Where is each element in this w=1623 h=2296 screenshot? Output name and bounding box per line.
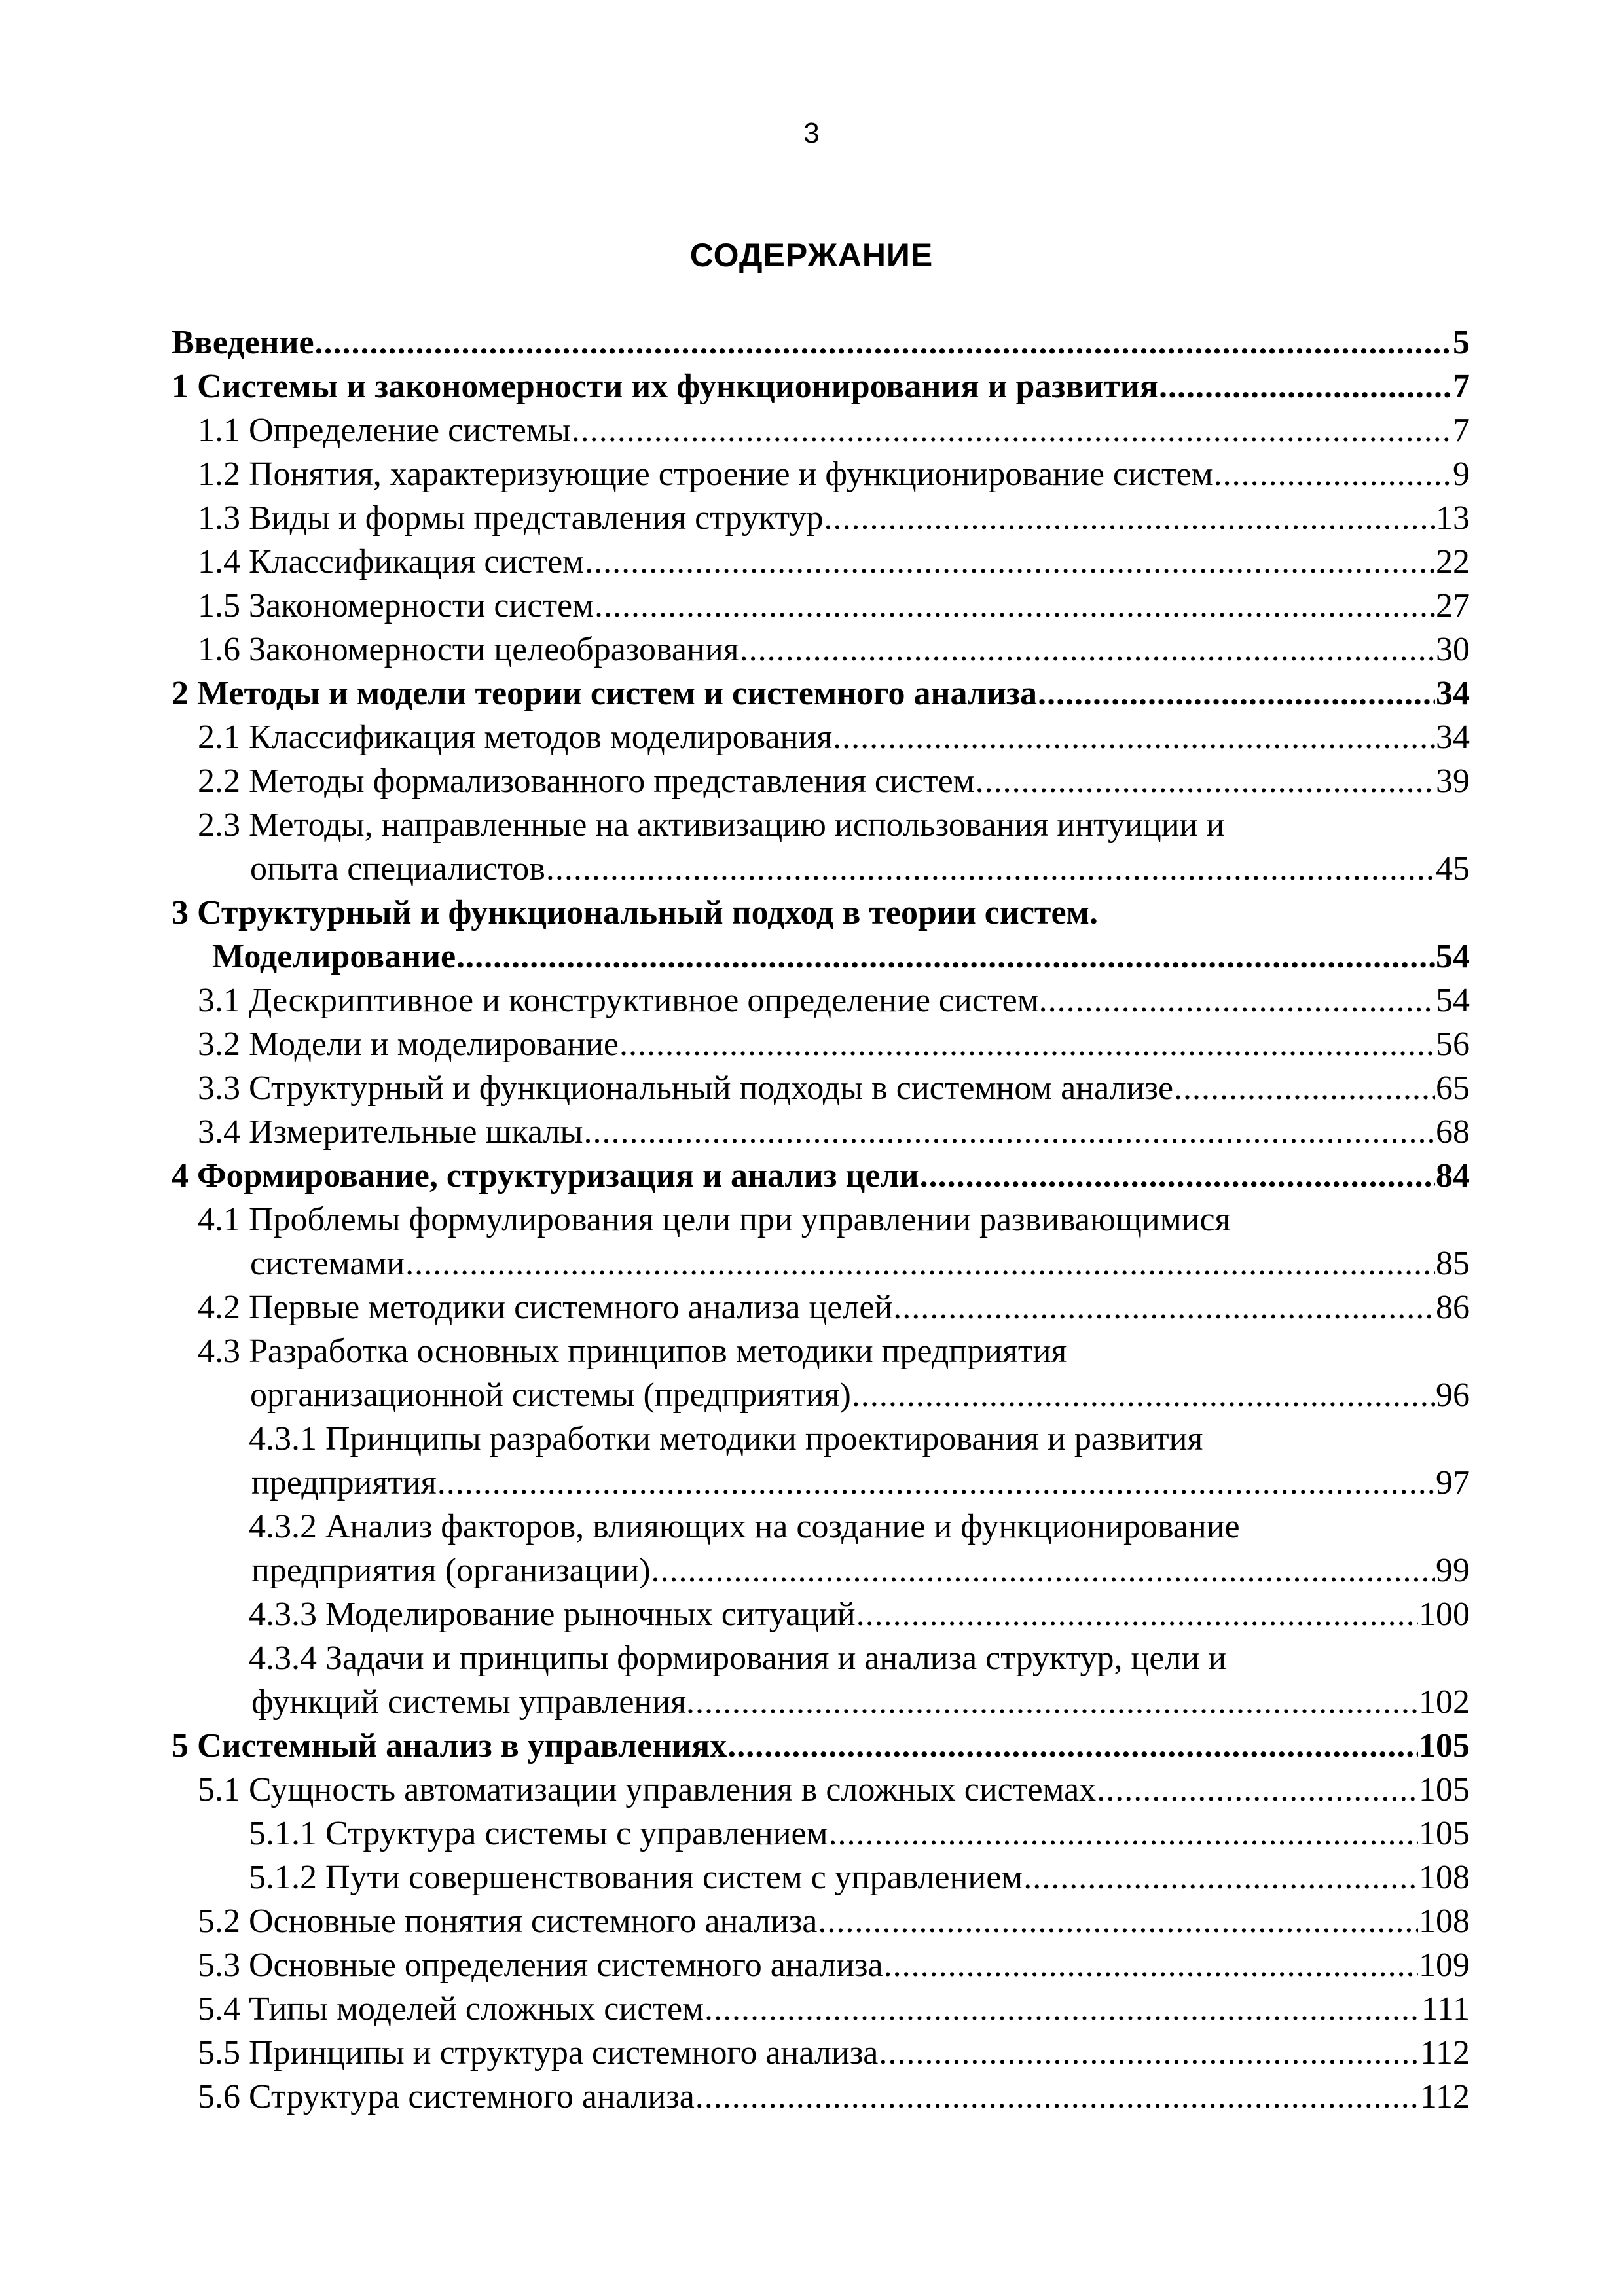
toc-entry-title: организационной системы (предприятия)	[250, 1376, 851, 1414]
toc-entry-title: 5.1.1 Структура системы с управлением	[249, 1815, 828, 1852]
toc-entry-title: системами	[250, 1245, 405, 1282]
toc-entry[interactable]	[172, 1899, 1470, 1943]
toc-entry-title: Введение	[172, 324, 314, 361]
dot-leader	[1048, 978, 1435, 1022]
toc-entry[interactable]	[172, 1329, 1470, 1417]
toc-entry[interactable]	[172, 628, 1470, 672]
toc-entry-title: предприятия	[251, 1464, 437, 1501]
toc-entry-title: 1 Системы и закономерности их функционирования и развития	[172, 368, 1158, 405]
toc-entry-title: Моделирование	[212, 938, 456, 975]
dot-leader	[879, 2031, 1419, 2075]
toc-entry-title: 5.6 Структура системного анализа	[198, 2078, 695, 2115]
toc-page-number: 7	[1453, 368, 1470, 405]
toc-entry-title: опыта специалистов	[250, 850, 545, 888]
dot-leader	[594, 584, 1435, 628]
toc-entry[interactable]	[172, 1987, 1470, 2031]
toc-entry-title: 5.3 Основные определения системного анализа	[198, 1946, 883, 1984]
toc-entry-title: 5.4 Типы моделей сложных систем	[198, 1990, 704, 2028]
toc-page-number: 96	[1436, 1376, 1470, 1414]
dot-leader	[585, 540, 1435, 584]
toc-entry-title: 4.1 Проблемы формулирования цели при управлении развивающимися	[198, 1201, 1231, 1238]
toc-entry-title: 2 Методы и модели теории систем и системного анализа	[172, 675, 1037, 712]
toc-entry-title: 4.3 Разработка основных принципов методики предприятия	[198, 1333, 1067, 1370]
toc-entry[interactable]	[172, 1812, 1470, 1856]
toc-page-number: 13	[1436, 499, 1470, 537]
toc-page-number: 45	[1436, 850, 1470, 888]
dot-leader	[572, 408, 1452, 452]
toc-entry-title: 3.4 Измерительные шкалы	[198, 1113, 583, 1151]
toc-entry[interactable]	[172, 803, 1470, 891]
toc-entry[interactable]	[172, 584, 1470, 628]
toc-entry-title: 5.5 Принципы и структура системного анализа	[198, 2034, 879, 2072]
dot-leader	[1023, 1856, 1418, 1899]
table-of-contents	[172, 321, 1470, 2119]
dot-leader	[856, 1592, 1418, 1636]
toc-entry-title: функций системы управления.	[251, 1683, 695, 1721]
page-title: СОДЕРЖАНИЕ	[689, 237, 934, 274]
dot-leader	[833, 715, 1435, 759]
toc-entry-title: 4.3.2 Анализ факторов, влияющих на создание и функционирование	[249, 1508, 1240, 1545]
toc-entry-title: 4.3.3 Моделирование рыночных ситуаций	[249, 1596, 856, 1633]
dot-leader	[695, 1680, 1418, 1724]
toc-entry[interactable]	[172, 1066, 1470, 1110]
toc-entry[interactable]	[172, 321, 1470, 365]
toc-page-number: 105	[1419, 1727, 1470, 1765]
toc-page-number: 99	[1436, 1552, 1470, 1589]
dot-leader	[695, 2075, 1419, 2119]
toc-entry[interactable]	[172, 1505, 1470, 1592]
dot-leader	[315, 321, 1452, 365]
dot-leader	[893, 1285, 1435, 1329]
dot-leader	[884, 1943, 1418, 1987]
toc-entry-title: 2.1 Классификация методов моделирования	[198, 719, 833, 756]
toc-entry-title: 4.3.4 Задачи и принципы формирования и анализа структур, цели и	[249, 1640, 1227, 1677]
toc-entry-title: 5.1.2 Пути совершенствования систем с управлением	[249, 1859, 1023, 1896]
toc-entry-title: 3.3 Структурный и функциональный подходы в системном анализе	[198, 1069, 1174, 1107]
toc-entry[interactable]	[172, 1285, 1470, 1329]
dot-leader	[437, 1461, 1435, 1505]
toc-entry[interactable]	[172, 2031, 1470, 2075]
toc-entry[interactable]	[172, 715, 1470, 759]
toc-entry[interactable]	[172, 540, 1470, 584]
toc-page-number: 68	[1436, 1113, 1470, 1151]
toc-entry[interactable]	[172, 672, 1470, 715]
toc-page-number: 112	[1419, 2078, 1470, 2115]
toc-entry[interactable]	[172, 1022, 1470, 1066]
toc-page-number: 105	[1419, 1815, 1470, 1852]
toc-page-number: 54	[1436, 982, 1470, 1019]
toc-entry[interactable]	[172, 2075, 1470, 2119]
toc-entry-title: 4.2 Первые методики системного анализа целей	[198, 1289, 893, 1326]
toc-page-number: 34	[1436, 719, 1470, 756]
toc-entry-title: 1.5 Закономерности систем	[198, 587, 594, 624]
toc-page-number: 108	[1419, 1903, 1470, 1940]
toc-entry[interactable]	[172, 1198, 1470, 1285]
toc-entry-title: 3 Структурный и функциональный подход в теории систем.	[172, 894, 1098, 931]
dot-leader	[546, 847, 1435, 891]
toc-entry[interactable]	[172, 1592, 1470, 1636]
toc-entry-title: 1.4 Классификация систем	[198, 543, 585, 581]
toc-entry[interactable]	[172, 1768, 1470, 1812]
toc-page-number: 108	[1419, 1859, 1470, 1896]
toc-page-number: 111	[1421, 1990, 1470, 2028]
toc-page-number: 22	[1436, 543, 1470, 581]
dot-leader	[920, 1154, 1435, 1198]
dot-leader	[704, 1987, 1421, 2031]
toc-entry[interactable]	[172, 759, 1470, 803]
toc-page-number: 54	[1436, 938, 1470, 975]
toc-entry-title: 1.3 Виды и формы представления структур	[198, 499, 824, 537]
dot-leader	[583, 1110, 1435, 1154]
toc-entry[interactable]	[172, 408, 1470, 452]
dot-leader	[619, 1022, 1435, 1066]
toc-entry-title: 1.6 Закономерности целеобразования	[198, 631, 739, 668]
toc-page-number: 30	[1436, 631, 1470, 668]
toc-page-number: 97	[1436, 1464, 1470, 1501]
toc-page-number: 109	[1419, 1946, 1470, 1984]
dot-leader	[1214, 452, 1452, 496]
page-number: 3	[803, 117, 820, 149]
toc-page-number: 85	[1436, 1245, 1470, 1282]
toc-page-number: 65	[1436, 1069, 1470, 1107]
toc-entry-title: предприятия (организации)	[251, 1552, 651, 1589]
dot-leader	[405, 1242, 1435, 1285]
toc-entry[interactable]	[172, 1724, 1470, 1768]
dot-leader	[818, 1899, 1418, 1943]
toc-entry[interactable]	[172, 1856, 1470, 1899]
dot-leader	[976, 759, 1435, 803]
dot-leader	[727, 1724, 1418, 1768]
toc-entry-title: 3.2 Модели и моделирование	[198, 1026, 619, 1063]
toc-page-number: 84	[1436, 1157, 1470, 1194]
dot-leader	[824, 496, 1435, 540]
toc-page-number: 5	[1453, 324, 1470, 361]
dot-leader	[1097, 1768, 1418, 1812]
toc-entry-title: 3.1 Дескриптивное и конструктивное определение систем.	[198, 982, 1048, 1019]
dot-leader	[1159, 365, 1452, 408]
toc-entry[interactable]	[172, 891, 1470, 978]
dot-leader	[829, 1812, 1418, 1856]
toc-entry[interactable]	[172, 452, 1470, 496]
toc-entry[interactable]	[172, 496, 1470, 540]
toc-entry-title: 4.3.1 Принципы разработки методики проектирования и развития	[249, 1420, 1203, 1458]
toc-page-number: 102	[1419, 1683, 1470, 1721]
toc-page-number: 112	[1419, 2034, 1470, 2072]
dot-leader	[852, 1373, 1435, 1417]
toc-page-number: 39	[1436, 762, 1470, 800]
toc-entry[interactable]	[172, 1154, 1470, 1198]
toc-entry-title: 4 Формирование, структуризация и анализ цели	[172, 1157, 919, 1194]
toc-page-number: 7	[1453, 412, 1470, 449]
toc-entry[interactable]	[172, 365, 1470, 408]
toc-entry[interactable]	[172, 1110, 1470, 1154]
toc-page-number: 105	[1419, 1771, 1470, 1808]
toc-page-number: 34	[1436, 675, 1470, 712]
toc-entry-title: 5 Системный анализ в управлениях	[172, 1727, 727, 1765]
toc-page-number: 27	[1436, 587, 1470, 624]
dot-leader	[740, 628, 1435, 672]
toc-entry[interactable]	[172, 1636, 1470, 1724]
toc-entry[interactable]	[172, 1417, 1470, 1505]
toc-entry-title: 2.3 Методы, направленные на активизацию использования интуиции и	[198, 806, 1225, 844]
dot-leader	[1038, 672, 1435, 715]
toc-entry-title: 5.1 Сущность автоматизации управления в сложных системах	[198, 1771, 1097, 1808]
toc-entry-title: 1.2 Понятия, характеризующие строение и функционирование систем	[198, 456, 1213, 493]
toc-page-number: 56	[1436, 1026, 1470, 1063]
toc-entry-title: 2.2 Методы формализованного представления систем	[198, 762, 975, 800]
toc-entry-title: 5.2 Основные понятия системного анализа	[198, 1903, 818, 1940]
dot-leader	[651, 1549, 1435, 1592]
toc-entry-title: 1.1 Определение системы	[198, 412, 571, 449]
dot-leader	[456, 935, 1435, 978]
dot-leader	[1174, 1066, 1435, 1110]
toc-page-number: 9	[1453, 456, 1470, 493]
toc-page-number: 100	[1419, 1596, 1470, 1633]
toc-entry[interactable]	[172, 1943, 1470, 1987]
toc-entry[interactable]	[172, 978, 1470, 1022]
toc-page-number: 86	[1436, 1289, 1470, 1326]
